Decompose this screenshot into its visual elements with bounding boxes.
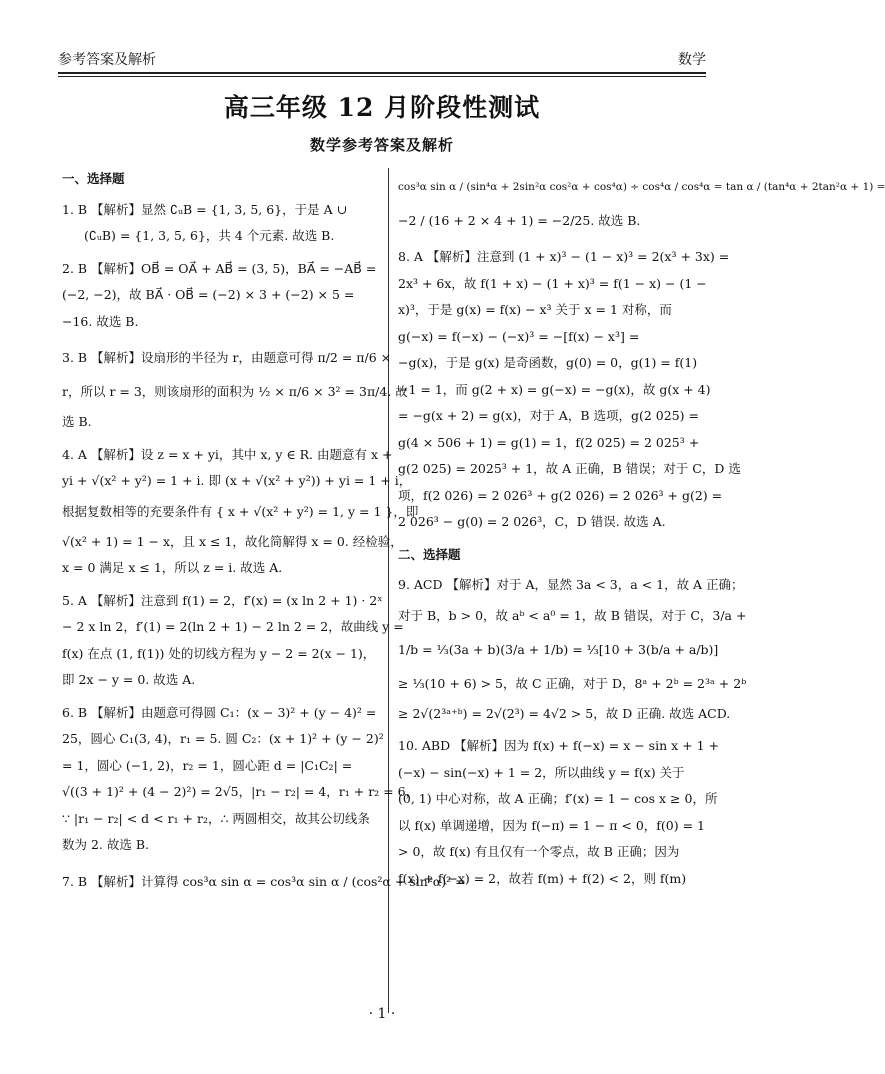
answer-item-4 <box>62 442 419 582</box>
document-title: 高三年级 12 月阶段性测试 <box>223 93 541 122</box>
answer-line: > 0，故 f(x) 有且仅有一个零点，故 B 正确；因为 <box>398 844 680 859</box>
answer-line: 对于 B，b > 0，故 aᵇ < a⁰ = 1，故 B 错误，对于 C，3/a + <box>398 607 747 623</box>
answer-line: = 1，圆心 (−1, 2)，r₂ = 1，圆心距 d = |C₁C₂| = <box>62 757 353 773</box>
answer-line: √((3 + 1)² + (4 − 2)²) = 2√5，|r₁ − r₂| = 4，r₁ + r₂ = 6， <box>62 784 419 799</box>
answer-line: g(2 025) = 2025³ + 1，故 A 正确，B 错误；对于 C，D 选 <box>398 461 741 476</box>
answer-line: g(−x) = f(−x) − (−x)³ = −[f(x) − x³] = <box>398 328 640 344</box>
answer-line: (∁ᵤB) = {1, 3, 5, 6}，共 4 个元素. 故选 B. <box>84 228 335 243</box>
answer-item-6 <box>62 700 419 859</box>
answer-line: 3. B 【解析】设扇形的半径为 r，由题意可得 π/2 = π/6 × <box>62 350 392 365</box>
answer-item-7-continued <box>398 170 885 238</box>
section-heading-1: 一、选择题 <box>62 171 125 186</box>
answer-item-7 <box>62 865 466 899</box>
answer-line: ≥ 2√(2³ᵃ⁺ᵇ) = 2√(2³) = 4√2 > 5，故 D 正确. 故选 ACD. <box>398 705 731 721</box>
answer-line: (0, 1) 中心对称，故 A 正确；f′(x) = 1 − cos x ≥ 0，所 <box>398 791 718 806</box>
answer-line: 8. A 【解析】注意到 (1 + x)³ − (1 − x)³ = 2(x³ + 3x) = <box>398 249 730 264</box>
answer-line: (−2, −2)，故 BA⃗ · OB⃗ = (−2) × 3 + (−2) × 5 = <box>62 287 355 302</box>
header-rule-thick <box>58 72 706 74</box>
page-number: · 1 · <box>368 1006 396 1022</box>
answer-line: 25，圆心 C₁(3, 4)，r₁ = 5. 圆 C₂：(x + 1)² + (y − 2)² <box>62 731 384 746</box>
answer-item-1 <box>62 197 380 250</box>
answer-line: 2 026³ − g(0) = 2 026³，C，D 错误. 故选 A. <box>398 514 666 529</box>
header-left-label: 参考答案及解析 <box>58 52 156 68</box>
answer-line: 项，f(2 026) = 2 026³ + g(2 026) = 2 026³ + g(2) = <box>398 487 723 503</box>
answer-line: ∵ |r₁ − r₂| < d < r₁ + r₂，∴ 两圆相交，故其公切线条 <box>62 810 370 826</box>
answer-line: x)³，于是 g(x) = f(x) − x³ 关于 x = 1 对称，而 <box>398 302 672 317</box>
answer-item-8 <box>398 244 741 536</box>
answer-line: 以 f(x) 单调递增，因为 f(−π) = 1 − π < 0，f(0) = 1 <box>398 817 706 833</box>
right-column <box>398 166 885 898</box>
answer-line: g(4 × 506 + 1) = g(1) = 1，f(2 025) = 2 025³ + <box>398 434 700 450</box>
answer-line: yi + √(x² + y²) = 1 + i. 即 (x + √(x² + y²)) + yi = 1 + i， <box>62 473 412 488</box>
answer-line: 选 B. <box>62 414 92 429</box>
answer-line: 5. A 【解析】注意到 f(1) = 2，f′(x) = (x ln 2 + 1) · 2ˣ <box>62 592 383 608</box>
answer-line: f(x) + f(−x) = 2，故若 f(m) + f(2) < 2，则 f(m) <box>398 870 687 886</box>
answer-line: 4. A 【解析】设 z = x + yi，其中 x, y ∈ R. 由题意有 x + <box>62 446 393 462</box>
answer-line: x = 0 满足 x ≤ 1，所以 z = i. 故选 A. <box>62 560 283 575</box>
answer-line: −16. 故选 B. <box>62 313 139 329</box>
page-header <box>58 36 706 76</box>
answer-line: −1 = 1，而 g(2 + x) = g(−x) = −g(x)，故 g(x + 4) <box>398 381 711 397</box>
answer-line: f(x) 在点 (1, f(1)) 处的切线方程为 y − 2 = 2(x − 1)， <box>62 645 376 661</box>
answer-line: 数为 2. 故选 B. <box>62 837 150 852</box>
document-subtitle: 数学参考答案及解析 <box>309 136 454 154</box>
answer-line: 6. B 【解析】由题意可得圆 C₁：(x − 3)² + (y − 4)² = <box>62 704 377 720</box>
answer-item-5 <box>62 588 404 694</box>
answer-line: 根据复数相等的充要条件有 { x + √(x² + y²) = 1, y = 1 }，即 <box>62 503 419 519</box>
answer-item-3 <box>62 341 408 436</box>
answer-line: r，所以 r = 3，则该扇形的面积为 ½ × π/6 × 3² = 3π/4. 故 <box>62 384 408 399</box>
answer-line: = −g(x + 2) = g(x)，对于 A，B 选项，g(2 025) = <box>398 408 699 423</box>
answer-line: 7. B 【解析】计算得 cos³α sin α = cos³α sin α / (cos²α + sin²α)² = <box>62 873 466 889</box>
answer-line: (−x) − sin(−x) + 1 = 2，所以曲线 y = f(x) 关于 <box>398 764 685 780</box>
answer-line: ≥ ⅓(10 + 6) > 5，故 C 正确，对于 D，8ᵃ + 2ᵇ = 2³ᵃ + 2ᵇ <box>398 675 747 691</box>
answer-line: cos³α sin α / (sin⁴α + 2sin²α cos²α + cos⁴α) ÷ cos⁴α / cos⁴α = tan α / (tan⁴α + 2tan²α + 1) = <box>398 181 885 193</box>
answer-line: 即 2x − y = 0. 故选 A. <box>62 672 196 687</box>
header-subject-label: 数学 <box>678 52 706 68</box>
answer-line: −2 / (16 + 2 × 4 + 1) = −2/25. 故选 B. <box>398 213 641 228</box>
section-heading-2: 二、选择题 <box>398 546 461 562</box>
answer-line: 1. B 【解析】显然 ∁ᵤB = {1, 3, 5, 6}，于是 A ∪ <box>62 201 348 217</box>
answer-item-10 <box>398 733 719 892</box>
header-rule-thin <box>58 76 706 77</box>
answer-line: − 2 x ln 2，f′(1) = 2(ln 2 + 1) − 2 ln 2 = 2，故曲线 y = <box>62 619 404 634</box>
answer-item-2 <box>62 256 380 336</box>
answer-line: −g(x)，于是 g(x) 是奇函数，g(0) = 0，g(1) = f(1) <box>398 355 698 370</box>
answer-line: √(x² + 1) = 1 − x，且 x ≤ 1，故化简解得 x = 0. 经检验， <box>62 533 403 549</box>
answer-line: 9. ACD 【解析】对于 A，显然 3a < 3，a < 1，故 A 正确； <box>398 577 744 592</box>
answer-line: 2x³ + 6x，故 f(1 + x) − (1 + x)³ = f(1 − x) − (1 − <box>398 275 707 291</box>
answer-item-9 <box>398 572 747 727</box>
answer-line: 2. B 【解析】OB⃗ = OA⃗ + AB⃗ = (3, 5)，BA⃗ = −AB⃗ = <box>62 260 377 276</box>
answer-line: 10. ABD 【解析】因为 f(x) + f(−x) = x − sin x + 1 + <box>398 738 719 753</box>
answer-line: 1/b = ⅓(3a + b)(3/a + 1/b) = ⅓[10 + 3(b/a + a/b)] <box>398 641 719 657</box>
